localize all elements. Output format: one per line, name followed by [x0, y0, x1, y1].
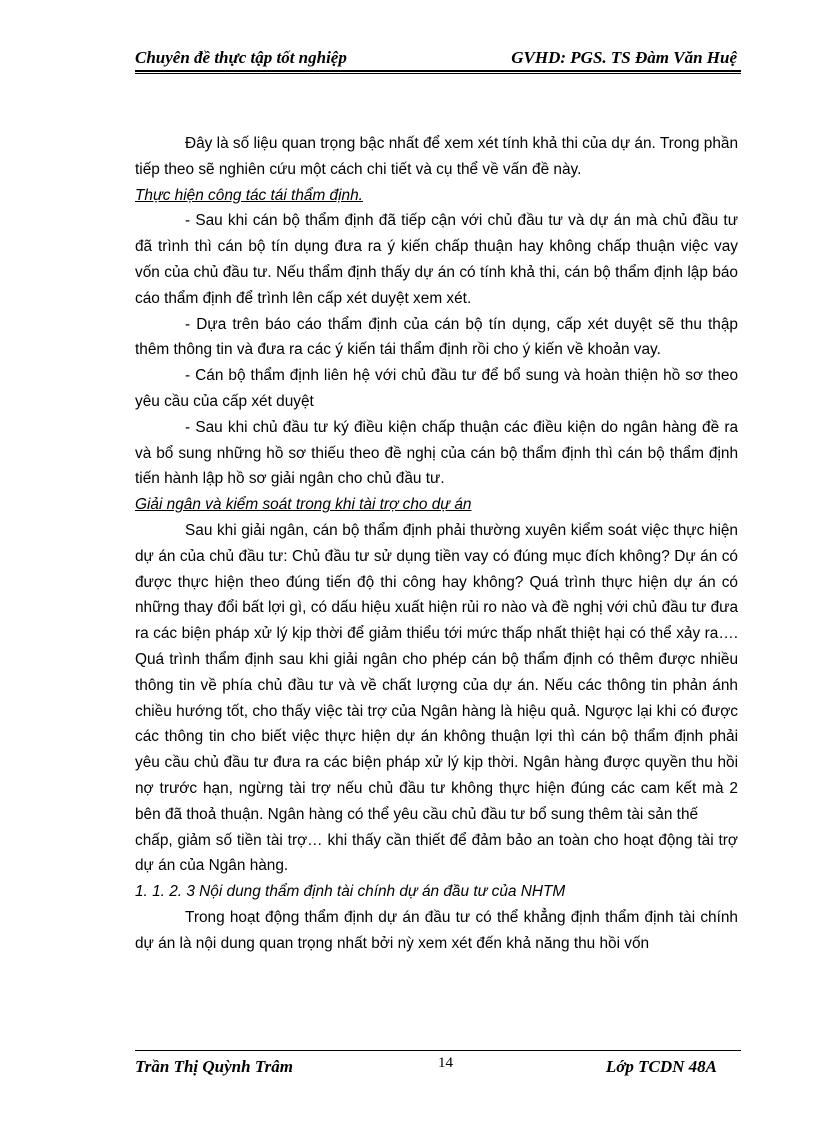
section-heading: Thực hiện công tác tái thẩm định.: [135, 186, 363, 204]
page-footer: [135, 1055, 741, 1079]
paragraph: - Sau khi chủ đầu tư ký điều kiện chấp thuận các điều kiện do ngân hàng đề ra và bổ sung những hồ sơ thiếu theo đề nghị của cán bộ thẩm định thì cán bộ thẩm định tiến hành lập hồ sơ giải ngân cho chủ đầu tư.: [135, 418, 738, 488]
paragraph: Trong hoạt động thẩm định dự án đầu tư có thể khẳng định thẩm định tài chính dự án là nội dung quan trọng nhất bởi nỳ xem xét đến khả năng thu hồi vốn: [135, 908, 738, 952]
paragraph: chấp, giảm số tiền tài trợ… khi thấy cần thiết để đảm bảo an toàn cho hoạt động tài trợ dự án của Ngân hàng.: [135, 831, 738, 875]
paragraph: Sau khi giải ngân, cán bộ thẩm định phải thường xuyên kiểm soát việc thực hiện dự án của chủ đầu tư: Chủ đầu tư sử dụng tiền vay có đúng mục đích không? Dự án có được thực hiện theo đúng tiến độ thi công hay không? Quá trình thực hiện dự án có những thay đổi bất lợi gì, có dấu hiệu xuất hiện rủi ro nào và đề nghị với chủ đầu tư đưa ra các biện pháp xử lý kịp thời để giảm thiểu tới mức thấp nhất thiệt hại có thể xảy ra…. Quá trình thẩm định sau khi giải ngân cho phép cán bộ thẩm định có thêm được nhiều thông tin về phía chủ đầu tư và về chất lượng của dự án. Nếu các thông tin phản ánh chiều hướng tốt, cho thấy việc tài trợ của Ngân hàng là hiệu quả. Ngược lại khi có được các thông tin cho biết việc thực hiện dự án không thuận lợi thì cán bộ thẩm định phải yêu cầu chủ đầu tư đưa ra các biện pháp xử lý kịp thời. Ngân hàng được quyền thu hồi nợ trước hạn, ngừng tài trợ nếu chủ đầu tư không thực hiện đúng các cam kết mà 2 bên đã thoả thuận. Ngân hàng có thể yêu cầu chủ đầu tư bổ sung thêm tài sản thế: [135, 521, 738, 823]
section-heading: 1. 1. 2. 3 Nội dung thẩm định tài chính dự án đầu tư của NHTM: [135, 883, 566, 901]
page-header: [135, 48, 741, 70]
paragraph: Đây là số liệu quan trọng bậc nhất để xem xét tính khả thi của dự án. Trong phần tiếp theo sẽ nghiên cứu một cách chi tiết và cụ thể về vấn đề này.: [135, 135, 738, 178]
header-rule: [135, 70, 741, 72]
footer-rule: [135, 1050, 741, 1051]
header-supervisor: GVHD: PGS. TS Đàm Văn Huệ: [511, 48, 737, 67]
footer-class: Lớp TCDN 48A: [605, 1057, 717, 1076]
paragraph: - Dựa trên báo cáo thẩm định của cán bộ tín dụng, cấp xét duyệt sẽ thu thập thêm thông tin và đưa ra các ý kiến tái thẩm định rồi cho ý kiến về khoản vay.: [135, 315, 738, 359]
document-body: [135, 131, 738, 957]
paragraph: - Sau khi cán bộ thẩm định đã tiếp cận với chủ đầu tư và dự án mà chủ đầu tư đã trình thì cán bộ tín dụng đưa ra ý kiến chấp thuận hay không chấp thuận việc vay vốn của chủ đầu tư. Nếu thẩm định thấy dự án có tính khả thi, cán bộ thẩm định lập báo cáo thẩm định để trình lên cấp xét duyệt xem xét.: [135, 212, 738, 307]
header-title: Chuyên đề thực tập tốt nghiệp: [135, 48, 347, 67]
paragraph: - Cán bộ thẩm định liên hệ với chủ đầu tư để bổ sung và hoàn thiện hồ sơ theo yêu cầu của cấp xét duyệt: [135, 367, 738, 410]
page-number: 14: [438, 1055, 453, 1071]
header-rule-thin: [135, 73, 741, 74]
footer-author: Trần Thị Quỳnh Trâm: [135, 1057, 293, 1076]
section-heading: Giải ngân và kiểm soát trong khi tài trợ cho dự án: [135, 496, 472, 514]
